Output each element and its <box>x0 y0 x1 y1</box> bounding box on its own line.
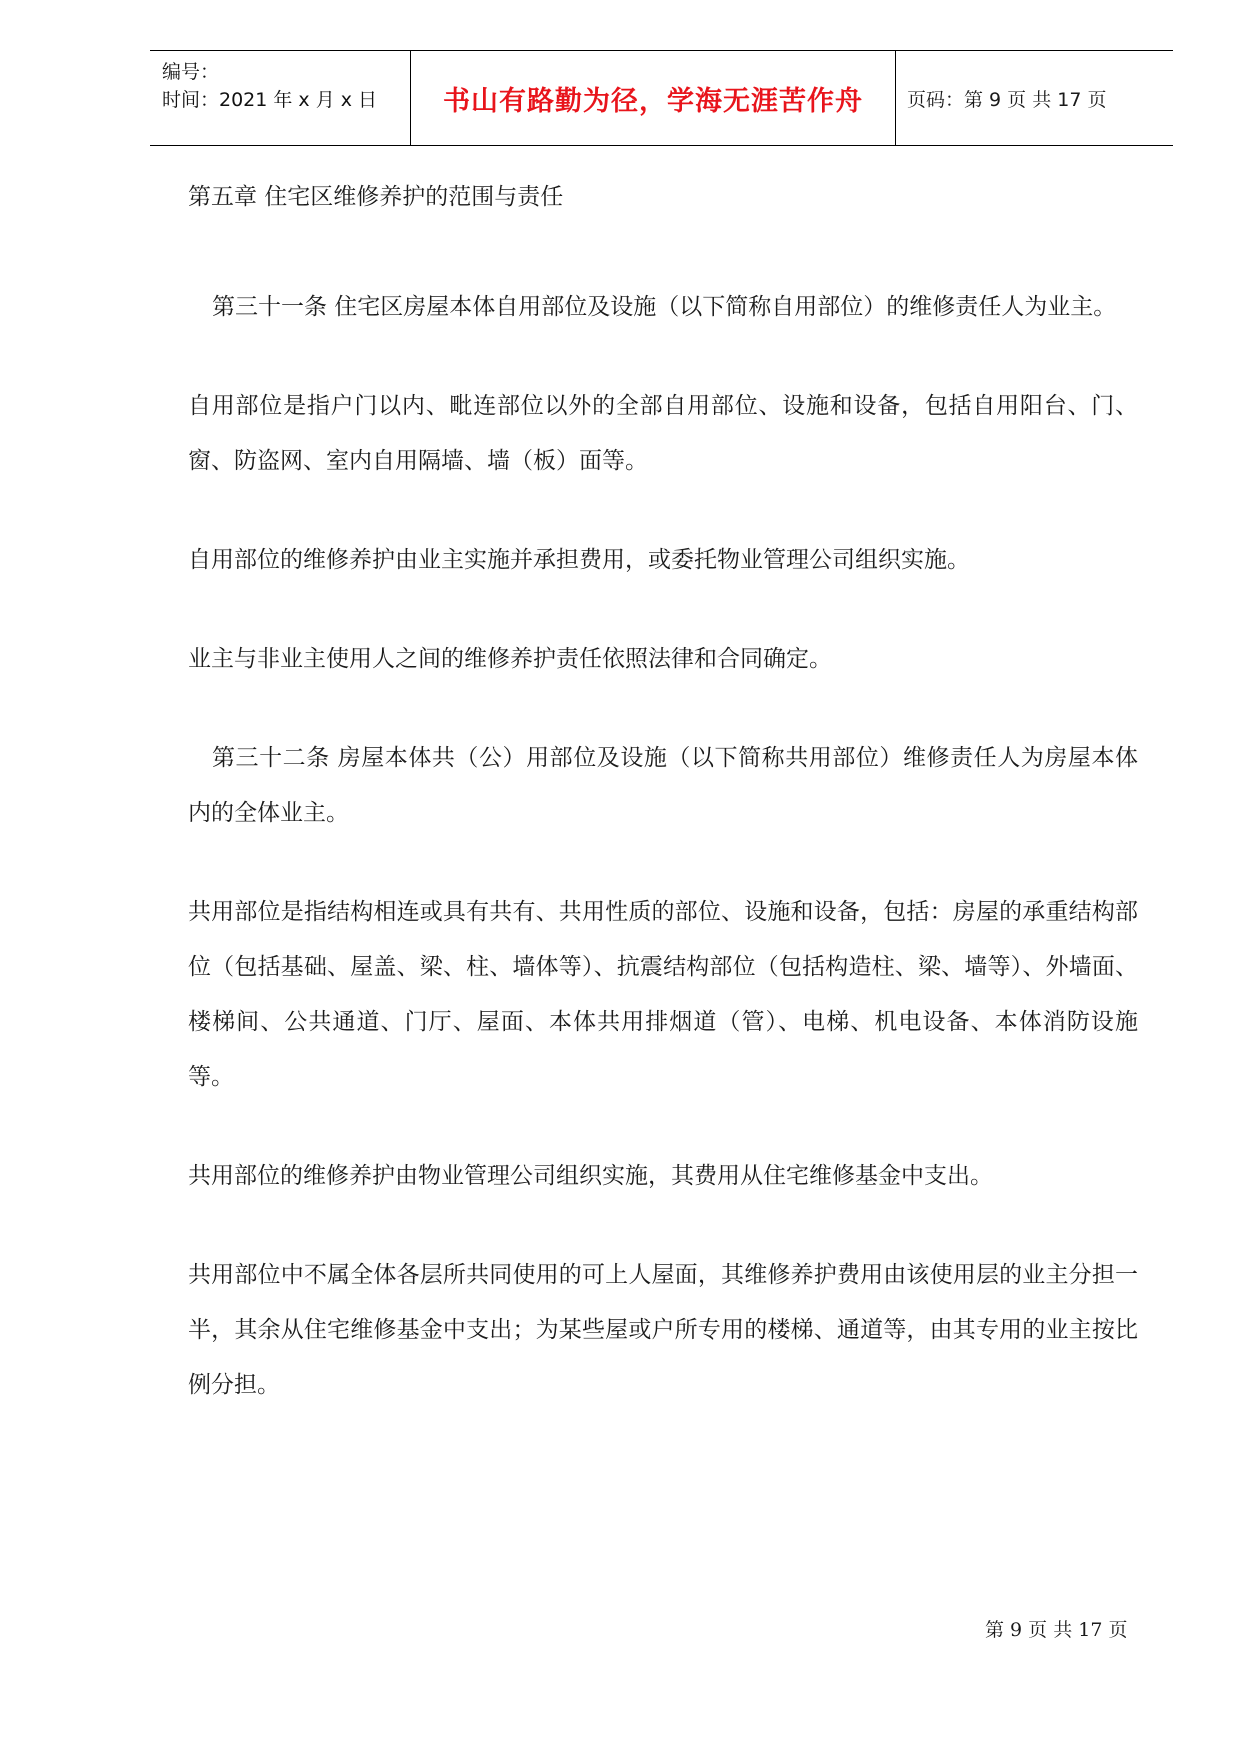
article-31: 第三十一条 住宅区房屋本体自用部位及设施（以下简称自用部位）的维修责任人为业主。 <box>212 294 1117 320</box>
document-time-label: 时间：2021 年 x 月 x 日 <box>162 89 378 111</box>
header-motto-cell <box>410 51 896 145</box>
paragraph-owner-user-responsibility: 业主与非业主使用人之间的维修养护责任依照法律和合同确定。 <box>188 646 832 672</box>
document-number-label: 编号： <box>162 61 220 83</box>
paragraph-private-parts-maintenance: 自用部位的维修养护由业主实施并承担费用，或委托物业管理公司组织实施。 <box>188 547 970 573</box>
page-code: 页码：第 9 页 共 17 页 <box>907 88 1107 111</box>
paragraph-private-parts-definition: 自用部位是指户门以内、毗连部位以外的全部自用部位、设施和设备，包括自用阳台、门、窗、防盗网、室内自用隔墙、墙（板）面等。 <box>188 393 1138 474</box>
document-body <box>188 178 1138 1413</box>
header-page-cell <box>895 51 1173 145</box>
motto-text: 书山有路勤为径，学海无涯苦作舟 <box>443 85 863 117</box>
chapter-title: 第五章 住宅区维修养护的范围与责任 <box>188 184 564 210</box>
paragraph-common-parts-maintenance: 共用部位的维修养护由物业管理公司组织实施，其费用从住宅维修基金中支出。 <box>188 1163 993 1189</box>
article-32: 第三十二条 房屋本体共（公）用部位及设施（以下简称共用部位）维修责任人为房屋本体内的全体业主。 <box>188 745 1138 826</box>
header-meta <box>150 51 410 145</box>
page-footer: 第 9 页 共 17 页 <box>985 1619 1128 1641</box>
paragraph-common-parts-definition: 共用部位是指结构相连或具有共有、共用性质的部位、设施和设备，包括：房屋的承重结构部位（包括基础、屋盖、梁、柱、墙体等）、抗震结构部位（包括构造柱、梁、墙等）、外墙面、楼梯间、公共通道、门厅、屋面、本体共用排烟道（管）、电梯、机电设备、本体消防设施等。 <box>188 899 1138 1090</box>
paragraph-roof-cost-sharing: 共用部位中不属全体各层所共同使用的可上人屋面，其维修养护费用由该使用层的业主分担一半，其余从住宅维修基金中支出；为某些屋或户所专用的楼梯、通道等，由其专用的业主按比例分担。 <box>188 1262 1138 1398</box>
page-header <box>150 50 1173 146</box>
